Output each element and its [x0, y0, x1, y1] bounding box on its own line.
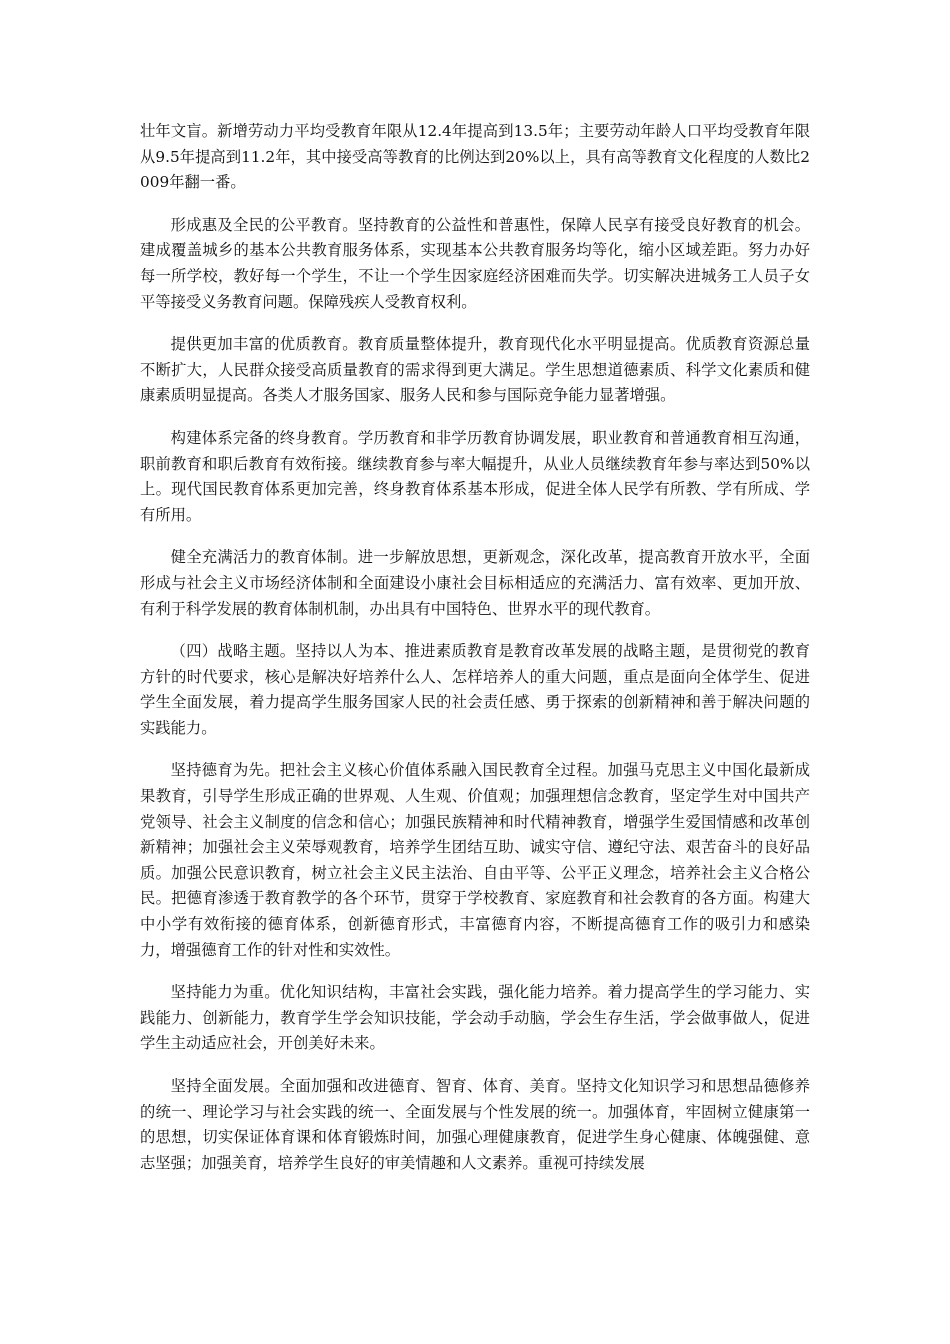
paragraph-moral-education: 坚持德育为先。把社会主义核心价值体系融入国民教育全过程。加强马克思主义中国化最新成果教育，引导学生形成正确的世界观、人生观、价值观；加强理想信念教育，坚定学生对中国共产党领导、社会主义制度的信念和信心；加强民族精神和时代精神教育，增强学生爱国情感和改革创新精神；加强社会主义荣辱观教育，培养学生团结互助、诚实守信、遵纪守法、艰苦奋斗的良好品质。加强公民意识教育，树立社会主义民主法治、自由平等、公平正义理念，培养社会主义合格公民。把德育渗透于教育教学的各个环节，贯穿于学校教育、家庭教育和社会教育的各方面。构建大中小学有效衔接的德育体系，创新德育形式，丰富德育内容，不断提高德育工作的吸引力和感染力，增强德育工作的针对性和实效性。: [140, 761, 810, 959]
paragraph-quality-education: 提供更加丰富的优质教育。教育质量整体提升，教育现代化水平明显提高。优质教育资源总量不断扩大，人民群众接受高质量教育的需求得到更大满足。学生思想道德素质、科学文化素质和健康素质明显提高。各类人才服务国家、服务人民和参与国际竞争能力显著增强。: [140, 335, 810, 405]
paragraph-lifelong-education: 构建体系完备的终身教育。学历教育和非学历教育协调发展，职业教育和普通教育相互沟通，职前教育和职后教育有效衔接。继续教育参与率大幅提升，从业人员继续教育年参与率达到50%以上。现代国民教育体系更加完善，终身教育体系基本形成，促进全体人民学有所教、学有所成、学有所用。: [140, 428, 810, 524]
paragraph-fair-education: 形成惠及全民的公平教育。坚持教育的公益性和普惠性，保障人民享有接受良好教育的机会。建成覆盖城乡的基本公共教育服务体系，实现基本公共教育服务均等化，缩小区域差距。努力办好每一所学校，教好每一个学生，不让一个学生因家庭经济困难而失学。切实解决进城务工人员子女平等接受义务教育问题。保障残疾人受教育权利。: [140, 215, 810, 311]
paragraph-continued: 壮年文盲。新增劳动力平均受教育年限从12.4年提高到13.5年；主要劳动年龄人口平均受教育年限从9.5年提高到11.2年，其中接受高等教育的比例达到20%以上，具有高等教育文化程度的人数比2009年翻一番。: [140, 122, 810, 192]
paragraph-strategic-theme: （四）战略主题。坚持以人为本、推进素质教育是教育改革发展的战略主题，是贯彻党的教育方针的时代要求，核心是解决好培养什么人、怎样培养人的重大问题，重点是面向全体学生、促进学生全面发展，着力提高学生服务国家人民的社会责任感、勇于探索的创新精神和善于解决问题的实践能力。: [140, 642, 810, 737]
paragraph-all-round-development: 坚持全面发展。全面加强和改进德育、智育、体育、美育。坚持文化知识学习和思想品德修养的统一、理论学习与社会实践的统一、全面发展与个性发展的统一。加强体育，牢固树立健康第一的思想，切实保证体育课和体育锻炼时间，加强心理健康教育，促进学生身心健康、体魄强健、意志坚强；加强美育，培养学生良好的审美情趣和人文素养。重视可持续发展: [140, 1077, 810, 1172]
paragraph-education-system: 健全充满活力的教育体制。进一步解放思想，更新观念，深化改革，提高教育开放水平，全面形成与社会主义市场经济体制和全面建设小康社会目标相适应的充满活力、富有效率、更加开放、有利于科学发展的教育体制机制，办出具有中国特色、世界水平的现代教育。: [140, 548, 810, 618]
document-page: [140, 119, 810, 1176]
paragraph-ability-focus: 坚持能力为重。优化知识结构，丰富社会实践，强化能力培养。着力提高学生的学习能力、实践能力、创新能力，教育学生学会知识技能，学会动手动脑，学会生存生活，学会做事做人，促进学生主动适应社会，开创美好未来。: [140, 983, 810, 1053]
